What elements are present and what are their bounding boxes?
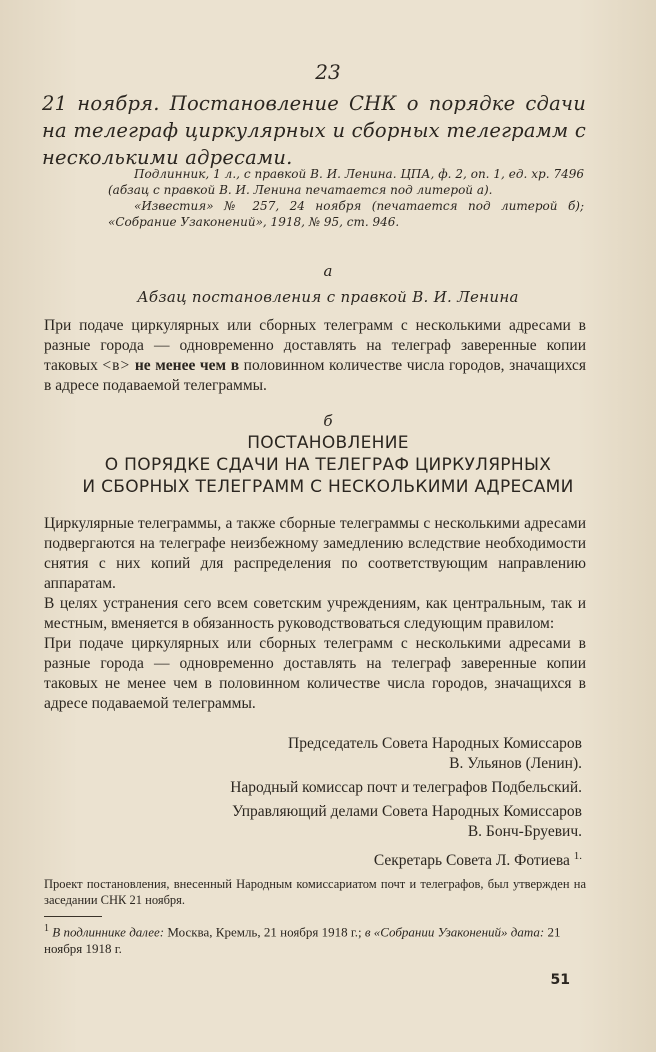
footnote-text-collection: 21 ноября 1918 г. — [44, 924, 561, 957]
resolution-title — [0, 432, 656, 498]
footnote-number: 1 — [44, 923, 49, 934]
resolution-paragraph: Циркулярные телеграммы, а также сборные телеграммы с несколькими адресами подвергаются на телеграфе неизбежному замедлению вследствие необходимости снятия с них копий для распределения по соответствующим направлению аппаратам. — [44, 515, 586, 592]
resolution-title-line: И СБОРНЫХ ТЕЛЕГРАММ С НЕСКОЛЬКИМИ АДРЕСАМИ — [82, 477, 574, 497]
section-a-text-before: При подаче циркулярных или сборных телеграмм с несколькими адресами в разные города — одновременно доставлять на телеграф заверенные копии таковых — [44, 317, 586, 374]
sources-block — [108, 166, 584, 230]
manager-name: В. Бонч-Бруевич. — [467, 823, 582, 840]
footnote-label-collection: в «Собрании Узаконений» дата: — [364, 924, 545, 940]
section-b-letter: б — [323, 412, 333, 430]
page-number: 51 — [550, 972, 570, 988]
section-a-paragraph — [44, 316, 586, 396]
commissar-name: Народный комиссар почт и телеграфов Подбельский. — [230, 779, 582, 796]
signature-chair — [288, 734, 582, 774]
section-a-text-after: половинном количестве числа городов, значащихся в адресе подаваемой телеграммы. — [44, 357, 587, 394]
footnote-label-original: В подлиннике далее: — [52, 924, 165, 940]
section-a-letter: а — [323, 262, 333, 280]
source-publications: «Известия» № 257, 24 ноября (печатается под литерой б); «Собрание Узаконений», 1918, № 95, ст. 946. — [108, 199, 584, 229]
chair-name: В. Ульянов (Ленин). — [449, 755, 582, 772]
lenin-insertion: не менее чем в — [134, 357, 240, 374]
resolution-body — [44, 514, 586, 714]
signature-secretary — [374, 846, 582, 871]
manager-title: Управляющий делами Совета Народных Комиссаров — [232, 803, 582, 820]
resolution-title-line: ПОСТАНОВЛЕНИЕ — [247, 433, 409, 453]
signature-commissar — [230, 778, 582, 798]
footnote-text-original: Москва, Кремль, 21 ноября 1918 г.; — [167, 924, 362, 940]
section-a-title: Абзац постановления с правкой В. И. Ленина — [137, 288, 519, 306]
footnote-divider — [44, 916, 102, 917]
editorial-note: Проект постановления, внесенный Народным комиссариатом почт и телеграфов, был утвержден на заседании СНК 21 ноября. — [44, 877, 586, 907]
signature-manager — [232, 802, 582, 842]
chair-title: Председатель Совета Народных Комиссаров — [288, 735, 582, 752]
document-heading: 21 ноября. Постановление СНК о порядке сдачи на телеграф циркулярных и сборных телеграмм с несколькими адресами. — [42, 92, 586, 169]
resolution-title-line: О ПОРЯДКЕ СДАЧИ НА ТЕЛЕГРАФ ЦИРКУЛЯРНЫХ — [104, 455, 552, 475]
resolution-paragraph: В целях устранения сего всем советским учреждениям, как центральным, так и местным, вменяется в обязанность руководствоваться следующим правилом: — [44, 595, 586, 632]
source-archive: Подлинник, 1 л., с правкой В. И. Ленина. ЦПА, ф. 2, оп. 1, ед. хр. 7496 (абзац с правкой В. И. Ленина печатается под литерой а). — [108, 167, 584, 197]
footnote-mark: 1. — [573, 850, 582, 862]
footnote — [44, 920, 586, 957]
secretary-name: Секретарь Совета Л. Фотиева — [373, 852, 570, 870]
document-number: 23 — [315, 60, 341, 84]
resolution-paragraph: При подаче циркулярных или сборных телеграмм с несколькими адресами в разные города — одновременно доставлять на телеграф заверенные копии таковых не менее чем в половинном количестве числа городов, значащихся в адресе подаваемой телеграммы. — [44, 635, 586, 712]
deleted-word-bracket: <в> — [102, 357, 131, 374]
